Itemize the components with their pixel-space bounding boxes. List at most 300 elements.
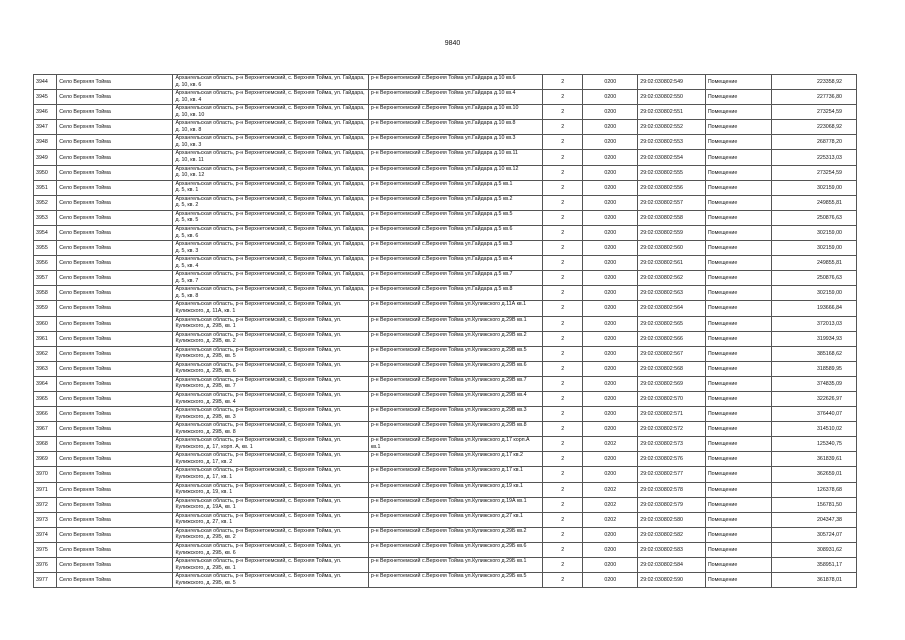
object-type-cell: Помещение bbox=[705, 135, 772, 150]
cadastral-number-cell: 29:02:030802:573 bbox=[638, 437, 706, 452]
object-type-cell: Помещение bbox=[705, 527, 772, 542]
table-row bbox=[34, 120, 857, 135]
row-number: 3951 bbox=[34, 180, 57, 195]
cadastral-value-cell: 385168,62 bbox=[772, 346, 857, 361]
object-type-cell: Помещение bbox=[705, 573, 772, 588]
short-address-cell: р-н Верхнетоемский с.Верхняя Тойма ул.Кулижского д.17 кв.2 bbox=[368, 452, 542, 467]
cadastral-value-cell: 125340,75 bbox=[772, 437, 857, 452]
row-number: 3965 bbox=[34, 391, 57, 406]
table-row bbox=[34, 482, 857, 497]
locality-cell: Село Верхняя Тойма bbox=[57, 527, 173, 542]
floor-cell: 2 bbox=[543, 165, 583, 180]
floor-cell: 2 bbox=[543, 467, 583, 482]
code-cell: 0200 bbox=[583, 316, 638, 331]
full-address-cell: Архангельская область, р-н Верхнетоемский, с. Верхняя Тойма, ул. Кулижского, д. 17, корп. А, кв. 1 bbox=[173, 437, 368, 452]
row-number: 3949 bbox=[34, 150, 57, 165]
row-number: 3947 bbox=[34, 120, 57, 135]
cadastral-number-cell: 29:02:030802:569 bbox=[638, 376, 706, 391]
row-number: 3953 bbox=[34, 210, 57, 225]
table-row bbox=[34, 497, 857, 512]
short-address-cell: р-н Верхнетоемский с.Верхняя Тойма ул.Кулижского д.29Б кв.5 bbox=[368, 573, 542, 588]
table-row bbox=[34, 225, 857, 240]
cadastral-number-cell: 29:02:030802:556 bbox=[638, 180, 706, 195]
table-row bbox=[34, 271, 857, 286]
table-row bbox=[34, 150, 857, 165]
table-row bbox=[34, 361, 857, 376]
full-address-cell: Архангельская область, р-н Верхнетоемский, с. Верхняя Тойма, ул. Гайдара, д. 5, кв. 1 bbox=[173, 180, 368, 195]
cadastral-value-cell: 302159,00 bbox=[772, 225, 857, 240]
row-number: 3975 bbox=[34, 542, 57, 557]
table-row bbox=[34, 256, 857, 271]
row-number: 3950 bbox=[34, 165, 57, 180]
short-address-cell: р-н Верхнетоемский с.Верхняя Тойма ул.Гайдара д.5 кв.7 bbox=[368, 271, 542, 286]
cadastral-value-cell: 362659,01 bbox=[772, 467, 857, 482]
row-number: 3946 bbox=[34, 105, 57, 120]
table-row bbox=[34, 407, 857, 422]
cadastral-number-cell: 29:02:030802:590 bbox=[638, 573, 706, 588]
table-row bbox=[34, 391, 857, 406]
cadastral-number-cell: 29:02:030802:580 bbox=[638, 512, 706, 527]
cadastral-value-cell: 223358,92 bbox=[772, 75, 857, 90]
locality-cell: Село Верхняя Тойма bbox=[57, 90, 173, 105]
locality-cell: Село Верхняя Тойма bbox=[57, 437, 173, 452]
object-type-cell: Помещение bbox=[705, 558, 772, 573]
short-address-cell: р-н Верхнетоемский с.Верхняя Тойма ул.Кулижского д.29В кв.8 bbox=[368, 422, 542, 437]
cadastral-number-cell: 29:02:030802:584 bbox=[638, 558, 706, 573]
page-number: 9840 bbox=[444, 40, 461, 47]
locality-cell: Село Верхняя Тойма bbox=[57, 195, 173, 210]
row-number: 3961 bbox=[34, 331, 57, 346]
full-address-cell: Архангельская область, р-н Верхнетоемский, с. Верхняя Тойма, ул. Гайдара, д. 5, кв. 2 bbox=[173, 195, 368, 210]
code-cell: 0200 bbox=[583, 180, 638, 195]
locality-cell: Село Верхняя Тойма bbox=[57, 376, 173, 391]
code-cell: 0200 bbox=[583, 195, 638, 210]
short-address-cell: р-н Верхнетоемский с.Верхняя Тойма ул.Кулижского д.29Б кв.2 bbox=[368, 527, 542, 542]
short-address-cell: р-н Верхнетоемский с.Верхняя Тойма ул.Кулижского д.17 корп.А кв.1 bbox=[368, 437, 542, 452]
floor-cell: 2 bbox=[543, 407, 583, 422]
full-address-cell: Архангельская область, р-н Верхнетоемский, с. Верхняя Тойма, ул. Гайдара, д. 5, кв. 8 bbox=[173, 286, 368, 301]
short-address-cell: р-н Верхнетоемский с.Верхняя Тойма ул.Гайдара д.5 кв.8 bbox=[368, 286, 542, 301]
full-address-cell: Архангельская область, р-н Верхнетоемский, с. Верхняя Тойма, ул. Гайдара, д. 5, кв. 7 bbox=[173, 271, 368, 286]
full-address-cell: Архангельская область, р-н Верхнетоемский, с. Верхняя Тойма, ул. Гайдара, д. 5, кв. 4 bbox=[173, 256, 368, 271]
code-cell: 0200 bbox=[583, 361, 638, 376]
locality-cell: Село Верхняя Тойма bbox=[57, 256, 173, 271]
cadastral-number-cell: 29:02:030802:558 bbox=[638, 210, 706, 225]
short-address-cell: р-н Верхнетоемский с.Верхняя Тойма ул.Гайдара д.5 кв.3 bbox=[368, 241, 542, 256]
row-number: 3970 bbox=[34, 467, 57, 482]
locality-cell: Село Верхняя Тойма bbox=[57, 75, 173, 90]
cadastral-value-cell: 156781,50 bbox=[772, 497, 857, 512]
short-address-cell: р-н Верхнетоемский с.Верхняя Тойма ул.Кулижского д.29В кв.6 bbox=[368, 361, 542, 376]
table-row bbox=[34, 165, 857, 180]
short-address-cell: р-н Верхнетоемский с.Верхняя Тойма ул.Гайдара д.10 кв.8 bbox=[368, 120, 542, 135]
cadastral-number-cell: 29:02:030802:572 bbox=[638, 422, 706, 437]
floor-cell: 2 bbox=[543, 180, 583, 195]
code-cell: 0200 bbox=[583, 301, 638, 316]
row-number: 3974 bbox=[34, 527, 57, 542]
floor-cell: 2 bbox=[543, 452, 583, 467]
short-address-cell: р-н Верхнетоемский с.Верхняя Тойма ул.Гайдара д.10 кв.11 bbox=[368, 150, 542, 165]
full-address-cell: Архангельская область, р-н Верхнетоемский, с. Верхняя Тойма, ул. Кулижского, д. 29В, кв. 8 bbox=[173, 422, 368, 437]
code-cell: 0200 bbox=[583, 422, 638, 437]
table-row bbox=[34, 105, 857, 120]
code-cell: 0200 bbox=[583, 331, 638, 346]
code-cell: 0200 bbox=[583, 542, 638, 557]
cadastral-value-cell: 250876,63 bbox=[772, 271, 857, 286]
object-type-cell: Помещение bbox=[705, 467, 772, 482]
floor-cell: 2 bbox=[543, 90, 583, 105]
cadastral-number-cell: 29:02:030802:570 bbox=[638, 391, 706, 406]
cadastral-value-cell: 358951,17 bbox=[772, 558, 857, 573]
full-address-cell: Архангельская область, р-н Верхнетоемский, с. Верхняя Тойма, ул. Кулижского, д. 29Б, кв. 5 bbox=[173, 573, 368, 588]
locality-cell: Село Верхняя Тойма bbox=[57, 361, 173, 376]
row-number: 3954 bbox=[34, 225, 57, 240]
object-type-cell: Помещение bbox=[705, 75, 772, 90]
cadastral-number-cell: 29:02:030802:567 bbox=[638, 346, 706, 361]
code-cell: 0200 bbox=[583, 120, 638, 135]
cadastral-number-cell: 29:02:030802:554 bbox=[638, 150, 706, 165]
row-number: 3958 bbox=[34, 286, 57, 301]
short-address-cell: р-н Верхнетоемский с.Верхняя Тойма ул.Кулижского д.11А кв.1 bbox=[368, 301, 542, 316]
code-cell: 0200 bbox=[583, 573, 638, 588]
cadastral-number-cell: 29:02:030802:561 bbox=[638, 256, 706, 271]
object-type-cell: Помещение bbox=[705, 542, 772, 557]
object-type-cell: Помещение bbox=[705, 346, 772, 361]
locality-cell: Село Верхняя Тойма bbox=[57, 210, 173, 225]
object-type-cell: Помещение bbox=[705, 241, 772, 256]
cadastral-number-cell: 29:02:030802:552 bbox=[638, 120, 706, 135]
object-type-cell: Помещение bbox=[705, 361, 772, 376]
locality-cell: Село Верхняя Тойма bbox=[57, 391, 173, 406]
object-type-cell: Помещение bbox=[705, 331, 772, 346]
object-type-cell: Помещение bbox=[705, 210, 772, 225]
cadastral-value-cell: 319934,93 bbox=[772, 331, 857, 346]
floor-cell: 2 bbox=[543, 105, 583, 120]
object-type-cell: Помещение bbox=[705, 301, 772, 316]
full-address-cell: Архангельская область, р-н Верхнетоемский, с. Верхняя Тойма, ул. Кулижского, д. 27, кв. 1 bbox=[173, 512, 368, 527]
floor-cell: 2 bbox=[543, 150, 583, 165]
code-cell: 0200 bbox=[583, 256, 638, 271]
table-row bbox=[34, 180, 857, 195]
row-number: 3964 bbox=[34, 376, 57, 391]
cadastral-number-cell: 29:02:030802:555 bbox=[638, 165, 706, 180]
cadastral-number-cell: 29:02:030802:557 bbox=[638, 195, 706, 210]
floor-cell: 2 bbox=[543, 286, 583, 301]
table-row bbox=[34, 542, 857, 557]
row-number: 3963 bbox=[34, 361, 57, 376]
code-cell: 0200 bbox=[583, 90, 638, 105]
cadastral-number-cell: 29:02:030802:564 bbox=[638, 301, 706, 316]
cadastral-number-cell: 29:02:030802:578 bbox=[638, 482, 706, 497]
floor-cell: 2 bbox=[543, 331, 583, 346]
row-number: 3955 bbox=[34, 241, 57, 256]
locality-cell: Село Верхняя Тойма bbox=[57, 316, 173, 331]
locality-cell: Село Верхняя Тойма bbox=[57, 135, 173, 150]
code-cell: 0200 bbox=[583, 135, 638, 150]
row-number: 3960 bbox=[34, 316, 57, 331]
short-address-cell: р-н Верхнетоемский с.Верхняя Тойма ул.Кулижского д.29Б кв.1 bbox=[368, 558, 542, 573]
cadastral-value-cell: 225313,03 bbox=[772, 150, 857, 165]
floor-cell: 2 bbox=[543, 391, 583, 406]
table-row bbox=[34, 331, 857, 346]
cadastral-number-cell: 29:02:030802:549 bbox=[638, 75, 706, 90]
full-address-cell: Архангельская область, р-н Верхнетоемский, с. Верхняя Тойма, ул. Кулижского, д. 29Б, кв. 6 bbox=[173, 542, 368, 557]
cadastral-number-cell: 29:02:030802:562 bbox=[638, 271, 706, 286]
floor-cell: 2 bbox=[543, 225, 583, 240]
cadastral-value-cell: 308931,62 bbox=[772, 542, 857, 557]
row-number: 3962 bbox=[34, 346, 57, 361]
floor-cell: 2 bbox=[543, 316, 583, 331]
full-address-cell: Архангельская область, р-н Верхнетоемский, с. Верхняя Тойма, ул. Гайдара, д. 10, кв. 3 bbox=[173, 135, 368, 150]
full-address-cell: Архангельская область, р-н Верхнетоемский, с. Верхняя Тойма, ул. Гайдара, д. 10, кв. 6 bbox=[173, 75, 368, 90]
locality-cell: Село Верхняя Тойма bbox=[57, 542, 173, 557]
object-type-cell: Помещение bbox=[705, 105, 772, 120]
table-row bbox=[34, 135, 857, 150]
floor-cell: 2 bbox=[543, 542, 583, 557]
cadastral-number-cell: 29:02:030802:550 bbox=[638, 90, 706, 105]
object-type-cell: Помещение bbox=[705, 407, 772, 422]
cadastral-value-cell: 361878,01 bbox=[772, 573, 857, 588]
short-address-cell: р-н Верхнетоемский с.Верхняя Тойма ул.Гайдара д.10 кв.3 bbox=[368, 135, 542, 150]
locality-cell: Село Верхняя Тойма bbox=[57, 241, 173, 256]
code-cell: 0200 bbox=[583, 452, 638, 467]
cadastral-value-cell: 302159,00 bbox=[772, 286, 857, 301]
cadastral-number-cell: 29:02:030802:577 bbox=[638, 467, 706, 482]
table-row bbox=[34, 75, 857, 90]
object-type-cell: Помещение bbox=[705, 512, 772, 527]
full-address-cell: Архангельская область, р-н Верхнетоемский, с. Верхняя Тойма, ул. Кулижского, д. 19А, кв. 1 bbox=[173, 497, 368, 512]
table-row bbox=[34, 573, 857, 588]
floor-cell: 2 bbox=[543, 210, 583, 225]
table-row bbox=[34, 422, 857, 437]
locality-cell: Село Верхняя Тойма bbox=[57, 225, 173, 240]
cadastral-value-cell: 305724,07 bbox=[772, 527, 857, 542]
code-cell: 0202 bbox=[583, 437, 638, 452]
cadastral-number-cell: 29:02:030802:559 bbox=[638, 225, 706, 240]
code-cell: 0202 bbox=[583, 482, 638, 497]
short-address-cell: р-н Верхнетоемский с.Верхняя Тойма ул.Гайдара д.10 кв.6 bbox=[368, 75, 542, 90]
object-type-cell: Помещение bbox=[705, 422, 772, 437]
table-row bbox=[34, 195, 857, 210]
code-cell: 0200 bbox=[583, 75, 638, 90]
full-address-cell: Архангельская область, р-н Верхнетоемский, с. Верхняя Тойма, ул. Гайдара, д. 10, кв. 11 bbox=[173, 150, 368, 165]
short-address-cell: р-н Верхнетоемский с.Верхняя Тойма ул.Кулижского д.19 кв.1 bbox=[368, 482, 542, 497]
code-cell: 0200 bbox=[583, 376, 638, 391]
floor-cell: 2 bbox=[543, 573, 583, 588]
full-address-cell: Архангельская область, р-н Верхнетоемский, с. Верхняя Тойма, ул. Кулижского, д. 29В, кв. 1 bbox=[173, 316, 368, 331]
row-number: 3956 bbox=[34, 256, 57, 271]
table-row bbox=[34, 512, 857, 527]
locality-cell: Село Верхняя Тойма bbox=[57, 331, 173, 346]
floor-cell: 2 bbox=[543, 195, 583, 210]
floor-cell: 2 bbox=[543, 75, 583, 90]
short-address-cell: р-н Верхнетоемский с.Верхняя Тойма ул.Гайдара д.5 кв.5 bbox=[368, 210, 542, 225]
locality-cell: Село Верхняя Тойма bbox=[57, 422, 173, 437]
full-address-cell: Архангельская область, р-н Верхнетоемский, с. Верхняя Тойма, ул. Гайдара, д. 10, кв. 8 bbox=[173, 120, 368, 135]
cadastral-value-cell: 126378,68 bbox=[772, 482, 857, 497]
code-cell: 0200 bbox=[583, 271, 638, 286]
row-number: 3977 bbox=[34, 573, 57, 588]
cadastral-value-cell: 302159,00 bbox=[772, 180, 857, 195]
code-cell: 0200 bbox=[583, 286, 638, 301]
cadastral-value-cell: 374835,09 bbox=[772, 376, 857, 391]
full-address-cell: Архангельская область, р-н Верхнетоемский, с. Верхняя Тойма, ул. Кулижского, д. 29В, кв. 6 bbox=[173, 361, 368, 376]
cadastral-value-cell: 250876,63 bbox=[772, 210, 857, 225]
table-row bbox=[34, 286, 857, 301]
cadastral-value-cell: 376440,07 bbox=[772, 407, 857, 422]
full-address-cell: Архангельская область, р-н Верхнетоемский, с. Верхняя Тойма, ул. Кулижского, д. 29В, кв. 3 bbox=[173, 407, 368, 422]
short-address-cell: р-н Верхнетоемский с.Верхняя Тойма ул.Кулижского д.29В кв.3 bbox=[368, 407, 542, 422]
object-type-cell: Помещение bbox=[705, 482, 772, 497]
locality-cell: Село Верхняя Тойма bbox=[57, 497, 173, 512]
row-number: 3948 bbox=[34, 135, 57, 150]
row-number: 3972 bbox=[34, 497, 57, 512]
full-address-cell: Архангельская область, р-н Верхнетоемский, с. Верхняя Тойма, ул. Кулижского, д. 17, кв. 2 bbox=[173, 452, 368, 467]
object-type-cell: Помещение bbox=[705, 150, 772, 165]
full-address-cell: Архангельская область, р-н Верхнетоемский, с. Верхняя Тойма, ул. Кулижского, д. 11А, кв. 1 bbox=[173, 301, 368, 316]
cadastral-value-table bbox=[33, 74, 857, 588]
locality-cell: Село Верхняя Тойма bbox=[57, 482, 173, 497]
cadastral-number-cell: 29:02:030802:565 bbox=[638, 316, 706, 331]
floor-cell: 2 bbox=[543, 271, 583, 286]
cadastral-number-cell: 29:02:030802:571 bbox=[638, 407, 706, 422]
locality-cell: Село Верхняя Тойма bbox=[57, 346, 173, 361]
object-type-cell: Помещение bbox=[705, 180, 772, 195]
code-cell: 0200 bbox=[583, 558, 638, 573]
code-cell: 0200 bbox=[583, 346, 638, 361]
floor-cell: 2 bbox=[543, 527, 583, 542]
table-row bbox=[34, 346, 857, 361]
full-address-cell: Архангельская область, р-н Верхнетоемский, с. Верхняя Тойма, ул. Кулижского, д. 29В, кв. 2 bbox=[173, 331, 368, 346]
object-type-cell: Помещение bbox=[705, 195, 772, 210]
row-number: 3952 bbox=[34, 195, 57, 210]
row-number: 3959 bbox=[34, 301, 57, 316]
code-cell: 0200 bbox=[583, 150, 638, 165]
short-address-cell: р-н Верхнетоемский с.Верхняя Тойма ул.Кулижского д.27 кв.1 bbox=[368, 512, 542, 527]
locality-cell: Село Верхняя Тойма bbox=[57, 512, 173, 527]
full-address-cell: Архангельская область, р-н Верхнетоемский, с. Верхняя Тойма, ул. Кулижского, д. 29В, кв. 4 bbox=[173, 391, 368, 406]
object-type-cell: Помещение bbox=[705, 271, 772, 286]
row-number: 3945 bbox=[34, 90, 57, 105]
table-body bbox=[34, 75, 857, 588]
cadastral-value-cell: 204347,38 bbox=[772, 512, 857, 527]
floor-cell: 2 bbox=[543, 135, 583, 150]
cadastral-number-cell: 29:02:030802:560 bbox=[638, 241, 706, 256]
floor-cell: 2 bbox=[543, 437, 583, 452]
cadastral-value-cell: 273254,59 bbox=[772, 165, 857, 180]
short-address-cell: р-н Верхнетоемский с.Верхняя Тойма ул.Кулижского д.29Б кв.6 bbox=[368, 542, 542, 557]
cadastral-value-cell: 318589,95 bbox=[772, 361, 857, 376]
object-type-cell: Помещение bbox=[705, 497, 772, 512]
table-row bbox=[34, 452, 857, 467]
short-address-cell: р-н Верхнетоемский с.Верхняя Тойма ул.Кулижского д.29В кв.2 bbox=[368, 331, 542, 346]
locality-cell: Село Верхняя Тойма bbox=[57, 271, 173, 286]
locality-cell: Село Верхняя Тойма bbox=[57, 165, 173, 180]
cadastral-value-cell: 273254,59 bbox=[772, 105, 857, 120]
full-address-cell: Архангельская область, р-н Верхнетоемский, с. Верхняя Тойма, ул. Гайдара, д. 10, кв. 4 bbox=[173, 90, 368, 105]
table-row bbox=[34, 316, 857, 331]
object-type-cell: Помещение bbox=[705, 391, 772, 406]
short-address-cell: р-н Верхнетоемский с.Верхняя Тойма ул.Гайдара д.5 кв.2 bbox=[368, 195, 542, 210]
row-number: 3973 bbox=[34, 512, 57, 527]
cadastral-value-cell: 193666,84 bbox=[772, 301, 857, 316]
short-address-cell: р-н Верхнетоемский с.Верхняя Тойма ул.Кулижского д.29В кв.1 bbox=[368, 316, 542, 331]
short-address-cell: р-н Верхнетоемский с.Верхняя Тойма ул.Гайдара д.5 кв.6 bbox=[368, 225, 542, 240]
code-cell: 0200 bbox=[583, 527, 638, 542]
full-address-cell: Архангельская область, р-н Верхнетоемский, с. Верхняя Тойма, ул. Кулижского, д. 29Б, кв. 1 bbox=[173, 558, 368, 573]
short-address-cell: р-н Верхнетоемский с.Верхняя Тойма ул.Кулижского д.29В кв.4 bbox=[368, 391, 542, 406]
code-cell: 0202 bbox=[583, 497, 638, 512]
object-type-cell: Помещение bbox=[705, 120, 772, 135]
object-type-cell: Помещение bbox=[705, 225, 772, 240]
table-row bbox=[34, 210, 857, 225]
full-address-cell: Архангельская область, р-н Верхнетоемский, с. Верхняя Тойма, ул. Гайдара, д. 10, кв. 10 bbox=[173, 105, 368, 120]
object-type-cell: Помещение bbox=[705, 90, 772, 105]
cadastral-value-cell: 268778,20 bbox=[772, 135, 857, 150]
object-type-cell: Помещение bbox=[705, 376, 772, 391]
floor-cell: 2 bbox=[543, 361, 583, 376]
object-type-cell: Помещение bbox=[705, 286, 772, 301]
full-address-cell: Архангельская область, р-н Верхнетоемский, с. Верхняя Тойма, ул. Кулижского, д. 29В, кв. 7 bbox=[173, 376, 368, 391]
table-row bbox=[34, 558, 857, 573]
code-cell: 0202 bbox=[583, 512, 638, 527]
cadastral-number-cell: 29:02:030802:579 bbox=[638, 497, 706, 512]
object-type-cell: Помещение bbox=[705, 316, 772, 331]
table-row bbox=[34, 241, 857, 256]
floor-cell: 2 bbox=[543, 512, 583, 527]
object-type-cell: Помещение bbox=[705, 256, 772, 271]
cadastral-number-cell: 29:02:030802:551 bbox=[638, 105, 706, 120]
locality-cell: Село Верхняя Тойма bbox=[57, 286, 173, 301]
code-cell: 0200 bbox=[583, 391, 638, 406]
code-cell: 0200 bbox=[583, 105, 638, 120]
short-address-cell: р-н Верхнетоемский с.Верхняя Тойма ул.Кулижского д.29В кв.7 bbox=[368, 376, 542, 391]
row-number: 3968 bbox=[34, 437, 57, 452]
cadastral-number-cell: 29:02:030802:566 bbox=[638, 331, 706, 346]
locality-cell: Село Верхняя Тойма bbox=[57, 467, 173, 482]
code-cell: 0200 bbox=[583, 407, 638, 422]
floor-cell: 2 bbox=[543, 482, 583, 497]
full-address-cell: Архангельская область, р-н Верхнетоемский, с. Верхняя Тойма, ул. Кулижского, д. 29Б, кв. 2 bbox=[173, 527, 368, 542]
short-address-cell: р-н Верхнетоемский с.Верхняя Тойма ул.Гайдара д.10 кв.10 bbox=[368, 105, 542, 120]
locality-cell: Село Верхняя Тойма bbox=[57, 180, 173, 195]
full-address-cell: Архангельская область, р-н Верхнетоемский, с. Верхняя Тойма, ул. Гайдара, д. 10, кв. 12 bbox=[173, 165, 368, 180]
object-type-cell: Помещение bbox=[705, 437, 772, 452]
floor-cell: 2 bbox=[543, 241, 583, 256]
cadastral-value-cell: 227736,80 bbox=[772, 90, 857, 105]
short-address-cell: р-н Верхнетоемский с.Верхняя Тойма ул.Гайдара д.5 кв.4 bbox=[368, 256, 542, 271]
full-address-cell: Архангельская область, р-н Верхнетоемский, с. Верхняя Тойма, ул. Кулижского, д. 29В, кв. 5 bbox=[173, 346, 368, 361]
full-address-cell: Архангельская область, р-н Верхнетоемский, с. Верхняя Тойма, ул. Гайдара, д. 5, кв. 3 bbox=[173, 241, 368, 256]
short-address-cell: р-н Верхнетоемский с.Верхняя Тойма ул.Гайдара д.5 кв.1 bbox=[368, 180, 542, 195]
floor-cell: 2 bbox=[543, 376, 583, 391]
locality-cell: Село Верхняя Тойма bbox=[57, 452, 173, 467]
locality-cell: Село Верхняя Тойма bbox=[57, 120, 173, 135]
object-type-cell: Помещение bbox=[705, 165, 772, 180]
cadastral-value-cell: 249855,81 bbox=[772, 195, 857, 210]
full-address-cell: Архангельская область, р-н Верхнетоемский, с. Верхняя Тойма, ул. Гайдара, д. 5, кв. 5 bbox=[173, 210, 368, 225]
table-row bbox=[34, 527, 857, 542]
row-number: 3976 bbox=[34, 558, 57, 573]
code-cell: 0200 bbox=[583, 467, 638, 482]
locality-cell: Село Верхняя Тойма bbox=[57, 558, 173, 573]
cadastral-number-cell: 29:02:030802:553 bbox=[638, 135, 706, 150]
table-row bbox=[34, 301, 857, 316]
cadastral-value-cell: 372013,03 bbox=[772, 316, 857, 331]
locality-cell: Село Верхняя Тойма bbox=[57, 573, 173, 588]
row-number: 3957 bbox=[34, 271, 57, 286]
code-cell: 0200 bbox=[583, 225, 638, 240]
